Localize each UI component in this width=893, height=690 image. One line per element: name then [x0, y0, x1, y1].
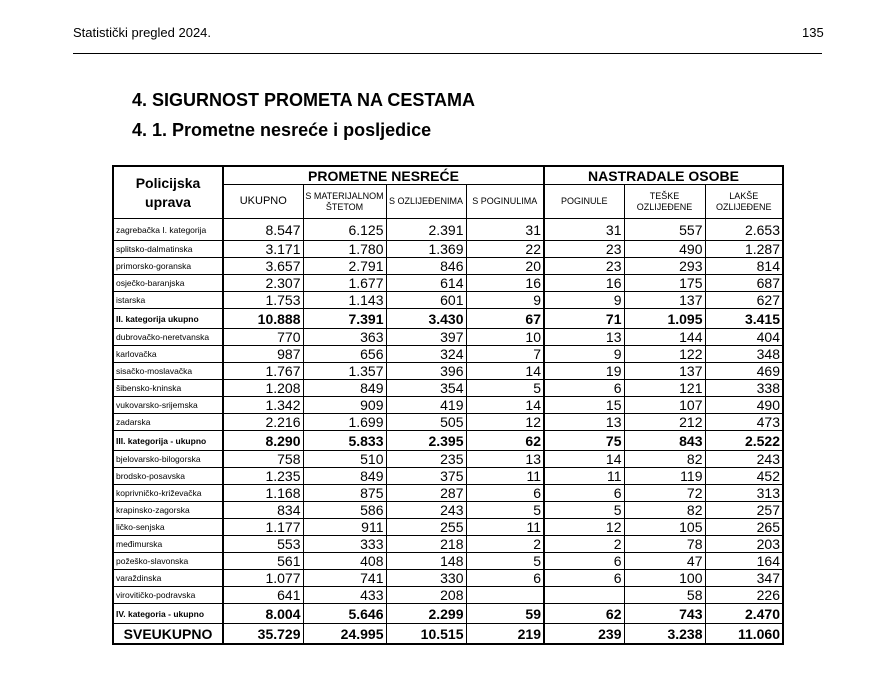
- cell-value: 175: [624, 275, 705, 292]
- cell-value: 12: [544, 519, 624, 536]
- police-admin-name: krapinsko-zagorska: [113, 502, 223, 519]
- cell-value: 1.699: [303, 414, 386, 431]
- cell-value: 875: [303, 485, 386, 502]
- cell-value: 1.369: [386, 241, 466, 258]
- col-header-material-damage: S MATERIJALNOM ŠTETOM: [303, 185, 386, 219]
- cell-value: 469: [705, 363, 783, 380]
- cell-value: 1.677: [303, 275, 386, 292]
- cell-value: 1.208: [223, 380, 303, 397]
- cell-value: 8.547: [223, 219, 303, 241]
- cell-value: 849: [303, 380, 386, 397]
- cell-value: 2.391: [386, 219, 466, 241]
- cell-value: 59: [466, 604, 544, 624]
- cell-value: 1.235: [223, 468, 303, 485]
- cell-value: 2.522: [705, 431, 783, 451]
- police-admin-name: IV. kategoria - ukupno: [113, 604, 223, 624]
- col-header-police-admin: Policijska uprava: [113, 166, 223, 219]
- police-admin-name: koprivničko-križevačka: [113, 485, 223, 502]
- cell-value: 14: [466, 397, 544, 414]
- cell-value: 5.646: [303, 604, 386, 624]
- cell-value: 2: [466, 536, 544, 553]
- cell-value: 287: [386, 485, 466, 502]
- cell-value: 226: [705, 587, 783, 604]
- cell-value: 586: [303, 502, 386, 519]
- table-row: [113, 553, 783, 570]
- cell-value: 6: [544, 485, 624, 502]
- cell-value: 144: [624, 329, 705, 346]
- cell-value: 1.780: [303, 241, 386, 258]
- cell-value: 23: [544, 258, 624, 275]
- cell-value: 834: [223, 502, 303, 519]
- cell-value: 846: [386, 258, 466, 275]
- col-header-total: UKUPNO: [223, 185, 303, 219]
- police-admin-name: varaždinska: [113, 570, 223, 587]
- cell-value: 9: [544, 292, 624, 309]
- cell-value: 3.430: [386, 309, 466, 329]
- cell-value: 31: [544, 219, 624, 241]
- cell-value: 107: [624, 397, 705, 414]
- cell-value: 5: [466, 502, 544, 519]
- table-row: [113, 363, 783, 380]
- cell-value: 9: [466, 292, 544, 309]
- cell-value: 348: [705, 346, 783, 363]
- cell-value: 404: [705, 329, 783, 346]
- cell-value: 13: [544, 329, 624, 346]
- cell-value: [544, 587, 624, 604]
- cell-value: 164: [705, 553, 783, 570]
- cell-value: 23: [544, 241, 624, 258]
- cell-value: 119: [624, 468, 705, 485]
- cell-value: 1.177: [223, 519, 303, 536]
- table-row: [113, 397, 783, 414]
- cell-value: 1.143: [303, 292, 386, 309]
- cell-value: 243: [386, 502, 466, 519]
- police-admin-name: III. kategorija - ukupno: [113, 431, 223, 451]
- table-row: [113, 570, 783, 587]
- cell-value: 601: [386, 292, 466, 309]
- section-title: 4. SIGURNOST PROMETA NA CESTAMA: [132, 90, 476, 110]
- police-admin-name: SVEUKUPNO: [113, 624, 223, 645]
- police-admin-name: splitsko-dalmatinska: [113, 241, 223, 258]
- running-header-title: Statistički pregled 2024.: [73, 25, 212, 40]
- cell-value: 909: [303, 397, 386, 414]
- cell-value: 3.657: [223, 258, 303, 275]
- cell-value: 71: [544, 309, 624, 329]
- category-total-row: [113, 431, 783, 451]
- table-row: [113, 258, 783, 275]
- cell-value: 6: [544, 553, 624, 570]
- cell-value: 419: [386, 397, 466, 414]
- cell-value: 473: [705, 414, 783, 431]
- police-admin-name: brodsko-posavska: [113, 468, 223, 485]
- cell-value: 6: [466, 570, 544, 587]
- police-admin-name: II. kategorija ukupno: [113, 309, 223, 329]
- cell-value: 6: [544, 380, 624, 397]
- cell-value: 2.653: [705, 219, 783, 241]
- cell-value: 490: [705, 397, 783, 414]
- cell-value: 1.168: [223, 485, 303, 502]
- cell-value: 363: [303, 329, 386, 346]
- cell-value: 8.004: [223, 604, 303, 624]
- cell-value: 1.767: [223, 363, 303, 380]
- cell-value: 6: [544, 570, 624, 587]
- grand-total-row: [113, 624, 783, 645]
- table-body: [113, 219, 783, 645]
- cell-value: 100: [624, 570, 705, 587]
- cell-value: 31: [466, 219, 544, 241]
- police-admin-name: međimurska: [113, 536, 223, 553]
- cell-value: 137: [624, 363, 705, 380]
- cell-value: 1.342: [223, 397, 303, 414]
- cell-value: 212: [624, 414, 705, 431]
- table-row: [113, 380, 783, 397]
- table-row: [113, 536, 783, 553]
- cell-value: 47: [624, 553, 705, 570]
- cell-value: 243: [705, 451, 783, 468]
- police-admin-name: vukovarsko-srijemska: [113, 397, 223, 414]
- cell-value: 656: [303, 346, 386, 363]
- cell-value: 375: [386, 468, 466, 485]
- cell-value: 82: [624, 502, 705, 519]
- cell-value: 11: [466, 468, 544, 485]
- cell-value: 687: [705, 275, 783, 292]
- cell-value: 324: [386, 346, 466, 363]
- cell-value: 553: [223, 536, 303, 553]
- cell-value: 8.290: [223, 431, 303, 451]
- table-row: [113, 241, 783, 258]
- cell-value: 9: [544, 346, 624, 363]
- cell-value: 849: [303, 468, 386, 485]
- cell-value: 1.357: [303, 363, 386, 380]
- police-admin-name: karlovačka: [113, 346, 223, 363]
- cell-value: 5: [466, 380, 544, 397]
- cell-value: 5: [544, 502, 624, 519]
- col-header-seriously-injured: TEŠKE OZLIJEĐENE: [624, 185, 705, 219]
- table-row: [113, 219, 783, 241]
- cell-value: 137: [624, 292, 705, 309]
- cell-value: 265: [705, 519, 783, 536]
- cell-value: 19: [544, 363, 624, 380]
- cell-value: 452: [705, 468, 783, 485]
- cell-value: 2.470: [705, 604, 783, 624]
- cell-value: 13: [466, 451, 544, 468]
- cell-value: 203: [705, 536, 783, 553]
- cell-value: 24.995: [303, 624, 386, 645]
- police-admin-name: požeško-slavonska: [113, 553, 223, 570]
- cell-value: 75: [544, 431, 624, 451]
- cell-value: 255: [386, 519, 466, 536]
- cell-value: 505: [386, 414, 466, 431]
- cell-value: 16: [466, 275, 544, 292]
- cell-value: 627: [705, 292, 783, 309]
- cell-value: 743: [624, 604, 705, 624]
- cell-value: 148: [386, 553, 466, 570]
- cell-value: 330: [386, 570, 466, 587]
- cell-value: 6.125: [303, 219, 386, 241]
- cell-value: 14: [466, 363, 544, 380]
- cell-value: 10.515: [386, 624, 466, 645]
- col-header-slightly-injured: LAKŠE OZLIJEĐENE: [705, 185, 783, 219]
- group-header-accidents: PROMETNE NESREĆE: [223, 166, 544, 185]
- cell-value: 7.391: [303, 309, 386, 329]
- cell-value: 333: [303, 536, 386, 553]
- cell-value: 313: [705, 485, 783, 502]
- police-admin-name: zadarska: [113, 414, 223, 431]
- table-row: [113, 468, 783, 485]
- cell-value: 122: [624, 346, 705, 363]
- cell-value: 758: [223, 451, 303, 468]
- cell-value: 347: [705, 570, 783, 587]
- police-admin-name: ličko-senjska: [113, 519, 223, 536]
- police-admin-name: sisačko-moslavačka: [113, 363, 223, 380]
- table-row: [113, 292, 783, 309]
- cell-value: 641: [223, 587, 303, 604]
- cell-value: 433: [303, 587, 386, 604]
- cell-value: 1.287: [705, 241, 783, 258]
- cell-value: 7: [466, 346, 544, 363]
- cell-value: 490: [624, 241, 705, 258]
- cell-value: 3.171: [223, 241, 303, 258]
- cell-value: 11.060: [705, 624, 783, 645]
- cell-value: 2.791: [303, 258, 386, 275]
- header-rule: [73, 53, 822, 54]
- police-admin-name: istarska: [113, 292, 223, 309]
- police-admin-name: osječko-baranjska: [113, 275, 223, 292]
- group-header-casualties: NASTRADALE OSOBE: [544, 166, 783, 185]
- cell-value: [466, 587, 544, 604]
- table-row: [113, 329, 783, 346]
- cell-value: 2: [544, 536, 624, 553]
- cell-value: 5.833: [303, 431, 386, 451]
- table-row: [113, 275, 783, 292]
- cell-value: 235: [386, 451, 466, 468]
- page-number: 135: [802, 25, 824, 40]
- cell-value: 20: [466, 258, 544, 275]
- cell-value: 770: [223, 329, 303, 346]
- cell-value: 1.753: [223, 292, 303, 309]
- col-header-injured: S OZLIJEĐENIMA: [386, 185, 466, 219]
- cell-value: 354: [386, 380, 466, 397]
- cell-value: 219: [466, 624, 544, 645]
- cell-value: 2.307: [223, 275, 303, 292]
- col-header-killed: POGINULE: [544, 185, 624, 219]
- cell-value: 557: [624, 219, 705, 241]
- table-row: [113, 485, 783, 502]
- cell-value: 614: [386, 275, 466, 292]
- cell-value: 239: [544, 624, 624, 645]
- cell-value: 11: [466, 519, 544, 536]
- category-total-row: [113, 309, 783, 329]
- cell-value: 82: [624, 451, 705, 468]
- cell-value: 338: [705, 380, 783, 397]
- cell-value: 408: [303, 553, 386, 570]
- cell-value: 1.095: [624, 309, 705, 329]
- cell-value: 67: [466, 309, 544, 329]
- police-admin-name: šibensko-kninska: [113, 380, 223, 397]
- cell-value: 396: [386, 363, 466, 380]
- table-row: [113, 587, 783, 604]
- cell-value: 293: [624, 258, 705, 275]
- police-admin-name: bjelovarsko-bilogorska: [113, 451, 223, 468]
- cell-value: 62: [544, 604, 624, 624]
- cell-value: 2.216: [223, 414, 303, 431]
- subsection-title: 4. 1. Prometne nesreće i posljedice: [132, 120, 432, 140]
- cell-value: 62: [466, 431, 544, 451]
- cell-value: 6: [466, 485, 544, 502]
- cell-value: 10.888: [223, 309, 303, 329]
- cell-value: 561: [223, 553, 303, 570]
- table-row: [113, 346, 783, 363]
- cell-value: 2.395: [386, 431, 466, 451]
- cell-value: 78: [624, 536, 705, 553]
- col-header-fatal: S POGINULIMA: [466, 185, 544, 219]
- cell-value: 10: [466, 329, 544, 346]
- cell-value: 2.299: [386, 604, 466, 624]
- cell-value: 3.238: [624, 624, 705, 645]
- police-admin-name: zagrebačka I. kategorija: [113, 219, 223, 241]
- category-total-row: [113, 604, 783, 624]
- cell-value: 5: [466, 553, 544, 570]
- cell-value: 3.415: [705, 309, 783, 329]
- cell-value: 35.729: [223, 624, 303, 645]
- cell-value: 741: [303, 570, 386, 587]
- cell-value: 814: [705, 258, 783, 275]
- table-row: [113, 519, 783, 536]
- cell-value: 397: [386, 329, 466, 346]
- cell-value: 22: [466, 241, 544, 258]
- cell-value: 14: [544, 451, 624, 468]
- cell-value: 105: [624, 519, 705, 536]
- table-row: [113, 451, 783, 468]
- cell-value: 12: [466, 414, 544, 431]
- cell-value: 15: [544, 397, 624, 414]
- cell-value: 208: [386, 587, 466, 604]
- cell-value: 218: [386, 536, 466, 553]
- cell-value: 13: [544, 414, 624, 431]
- cell-value: 72: [624, 485, 705, 502]
- table-row: [113, 502, 783, 519]
- traffic-accidents-table: [112, 165, 784, 645]
- table-row: [113, 414, 783, 431]
- police-admin-name: dubrovačko-neretvanska: [113, 329, 223, 346]
- cell-value: 58: [624, 587, 705, 604]
- cell-value: 843: [624, 431, 705, 451]
- cell-value: 510: [303, 451, 386, 468]
- cell-value: 11: [544, 468, 624, 485]
- police-admin-name: primorsko-goranska: [113, 258, 223, 275]
- cell-value: 16: [544, 275, 624, 292]
- police-admin-name: virovitičko-podravska: [113, 587, 223, 604]
- cell-value: 987: [223, 346, 303, 363]
- cell-value: 1.077: [223, 570, 303, 587]
- cell-value: 257: [705, 502, 783, 519]
- cell-value: 121: [624, 380, 705, 397]
- cell-value: 911: [303, 519, 386, 536]
